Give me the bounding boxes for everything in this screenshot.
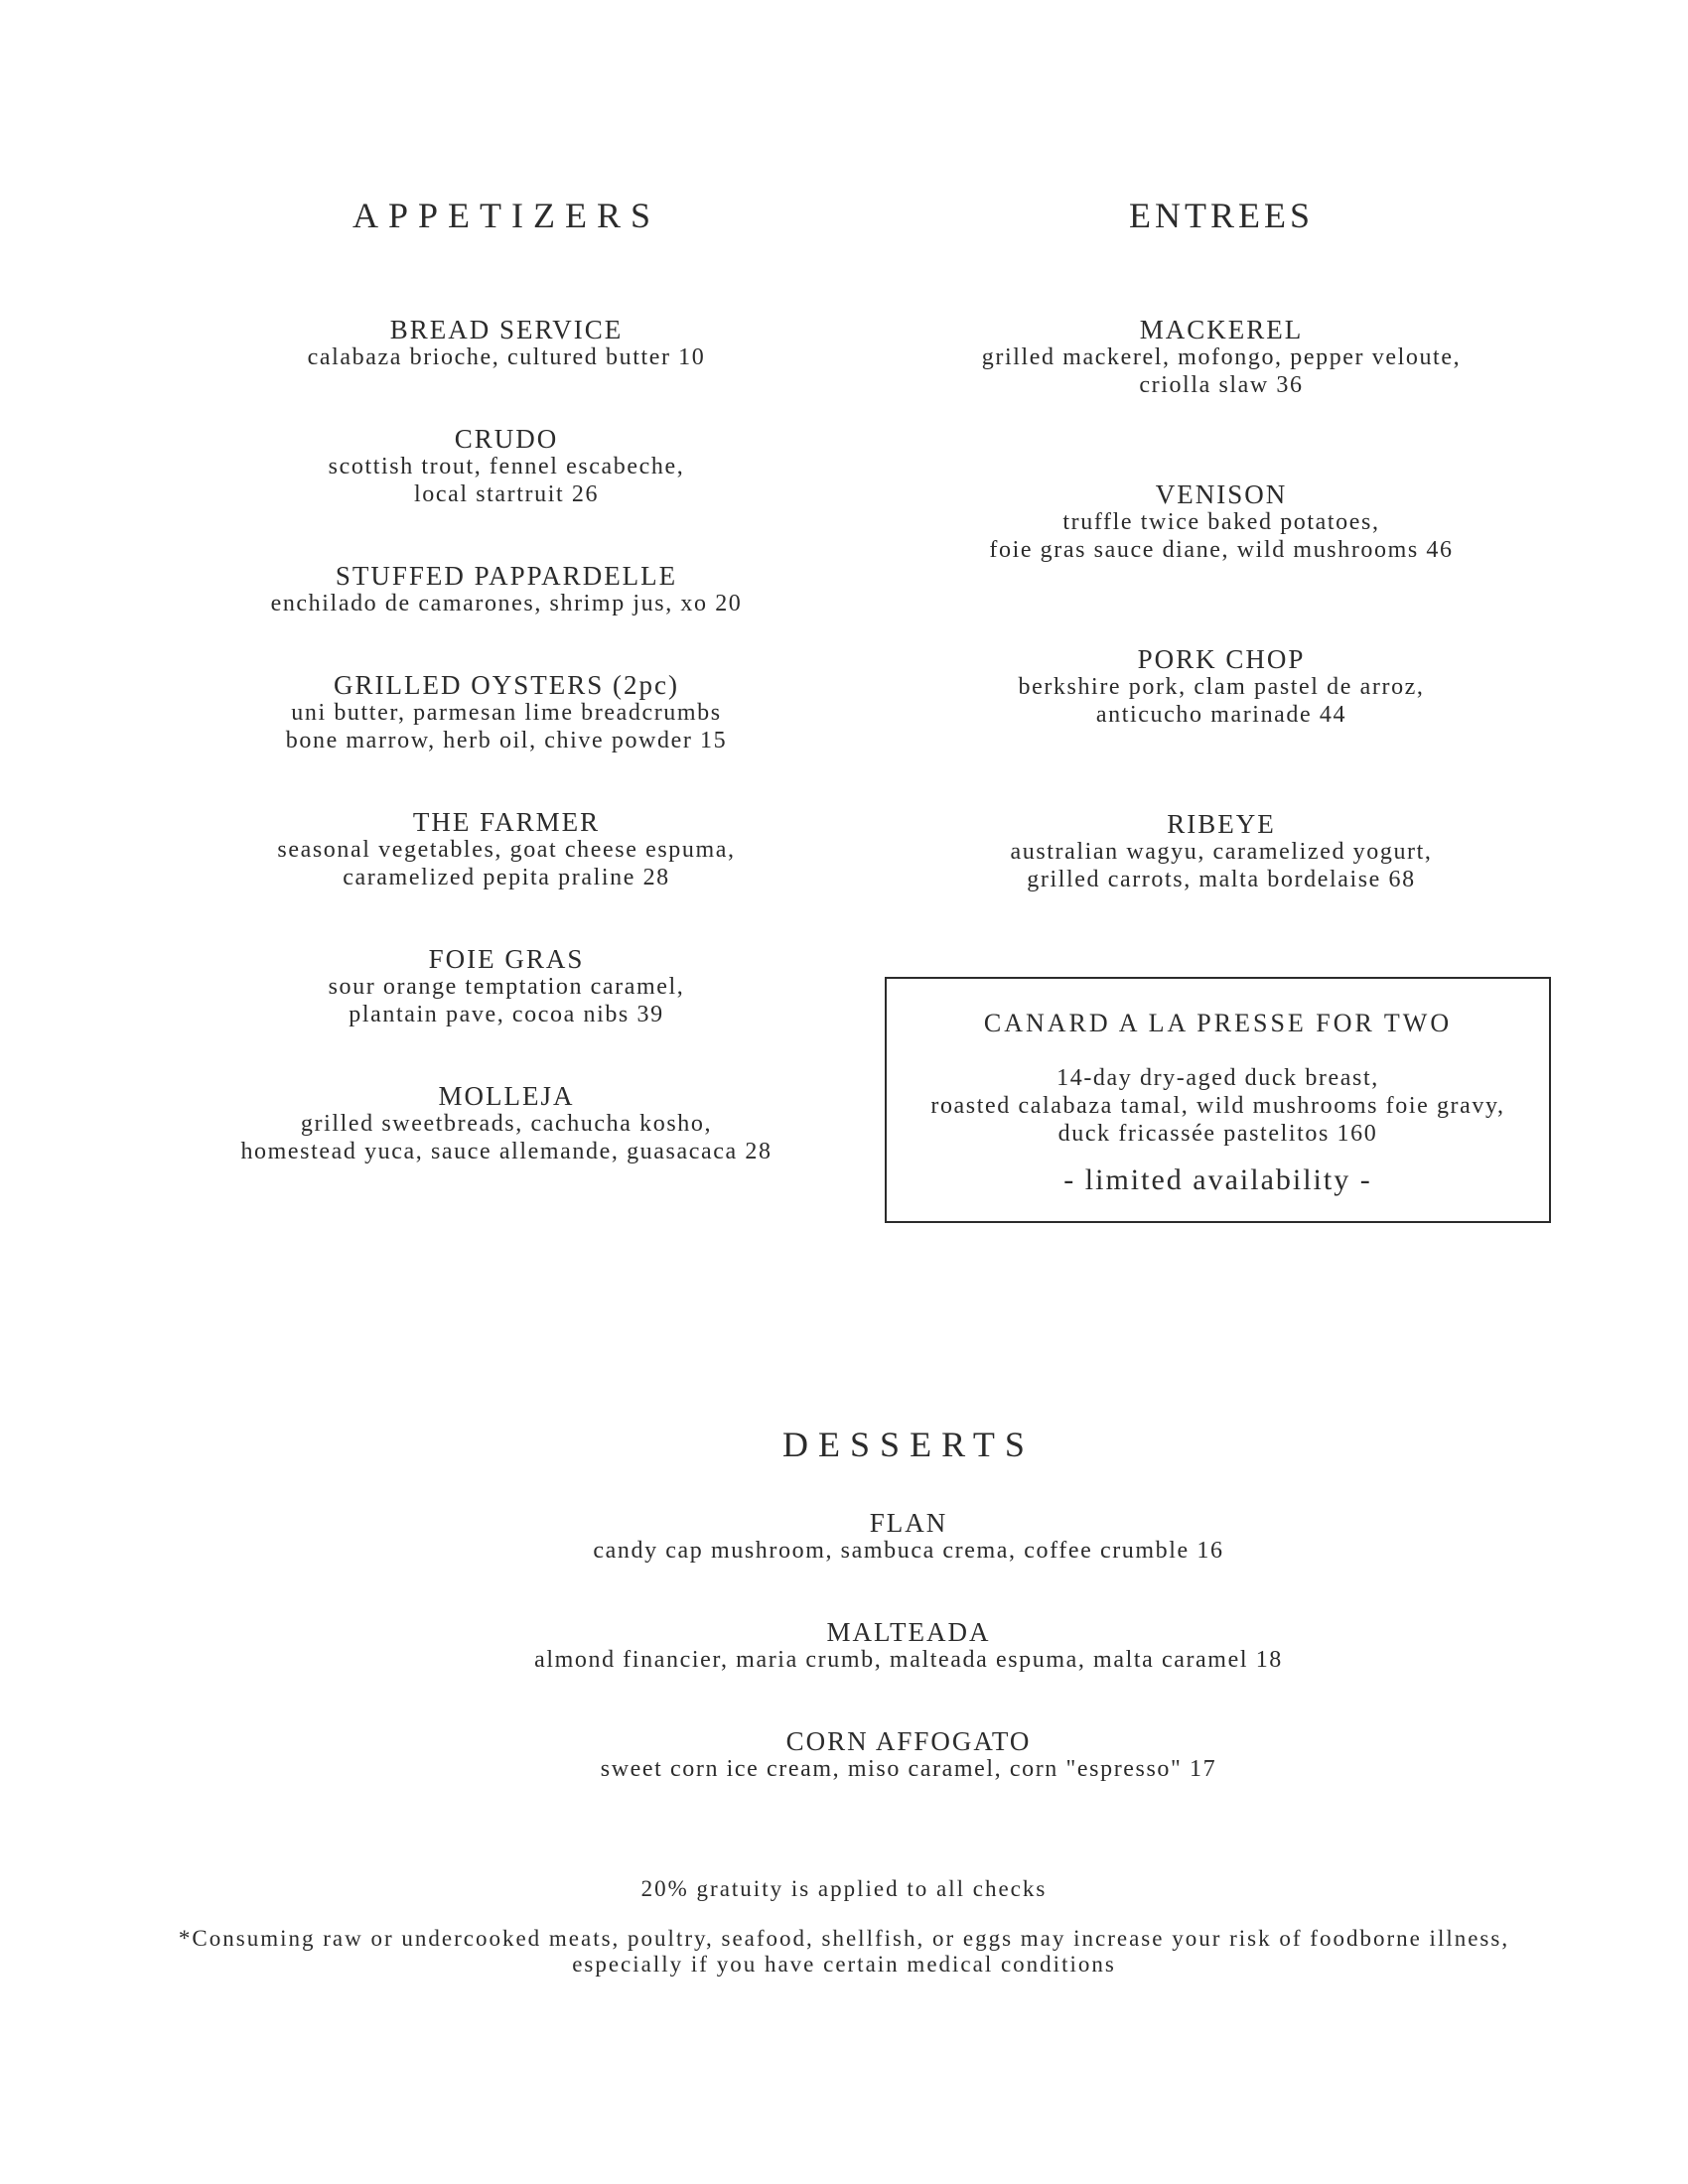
item-description: grilled mackerel, mofongo, pepper veloute, criolla slaw 36 (981, 344, 1462, 398)
item-name: FLAN (869, 1508, 948, 1538)
item-name: FOIE GRAS (428, 944, 585, 974)
menu-item-malteada (129, 1618, 1688, 1674)
warning-line-2: especially if you have certain medical conditions (572, 1952, 1116, 1977)
item-description: uni butter, parmesan lime breadcrumbs bone marrow, herb oil, chive powder 15 (285, 700, 728, 753)
menu-item-pork-chop (874, 645, 1569, 729)
menu-item-the-farmer (149, 808, 864, 891)
item-name: BREAD SERVICE (389, 315, 624, 344)
menu-item-flan (129, 1509, 1688, 1565)
item-description: sour orange temptation caramel, plantain pave, cocoa nibs 39 (328, 974, 685, 1027)
menu-item-stuffed-pappardelle (149, 562, 864, 617)
item-description: grilled sweetbreads, cachucha kosho, homestead yuca, sauce allemande, guasacaca 28 (240, 1111, 773, 1164)
item-description: candy cap mushroom, sambuca crema, coffee crumble 16 (593, 1538, 1224, 1564)
item-description: sweet corn ice cream, miso caramel, corn "espresso" 17 (600, 1756, 1217, 1782)
menu-item-crudo (149, 425, 864, 508)
item-name: VENISON (1155, 479, 1288, 509)
gratuity-note: 20% gratuity is applied to all checks (640, 1876, 1048, 1901)
item-name: MOLLEJA (438, 1081, 575, 1111)
item-name: CORN AFFOGATO (785, 1726, 1032, 1756)
menu-item-grilled-oysters (149, 671, 864, 754)
item-description: enchilado de camarones, shrimp jus, xo 20 (270, 591, 743, 616)
menu-item-venison (874, 480, 1569, 564)
desserts-heading: DESSERTS (782, 1425, 1035, 1464)
item-description: calabaza brioche, cultured butter 10 (307, 344, 706, 370)
item-name: THE FARMER (412, 807, 601, 837)
item-description: almond financier, maria crumb, malteada espuma, malta caramel 18 (534, 1647, 1283, 1673)
item-name: MACKEREL (1139, 315, 1304, 344)
warning-line-1: *Consuming raw or undercooked meats, poultry, seafood, shellfish, or eggs may increase your risk of foodborne illness, (178, 1926, 1510, 1951)
entrees-heading: ENTREES (1129, 196, 1314, 235)
item-name: STUFFED PAPPARDELLE (335, 561, 678, 591)
appetizers-heading: APPETIZERS (352, 196, 661, 235)
item-description: berkshire pork, clam pastel de arroz, anticucho marinade 44 (1018, 674, 1425, 728)
featured-item-description: 14-day dry-aged duck breast, roasted calabaza tamal, wild mushrooms foie gravy, duck fricassée pastelitos 160 (930, 1065, 1505, 1147)
menu-item-foie-gras (149, 945, 864, 1028)
item-name: MALTEADA (826, 1617, 991, 1647)
item-name: CRUDO (454, 424, 559, 454)
menu-item-mackerel (874, 316, 1569, 399)
featured-item-box (885, 977, 1551, 1223)
menu-item-ribeye (874, 810, 1569, 893)
item-name: RIBEYE (1167, 809, 1276, 839)
item-name: PORK CHOP (1137, 644, 1306, 674)
item-description: seasonal vegetables, goat cheese espuma, caramelized pepita praline 28 (277, 837, 736, 890)
featured-item-name: CANARD A LA PRESSE FOR TWO (983, 1009, 1453, 1037)
menu-item-molleja (149, 1082, 864, 1165)
item-description: scottish trout, fennel escabeche, local startruit 26 (328, 454, 685, 507)
menu-item-corn-affogato (129, 1727, 1688, 1783)
item-description: australian wagyu, caramelized yogurt, grilled carrots, malta bordelaise 68 (1010, 839, 1433, 892)
food-safety-warning (0, 1926, 1688, 1978)
item-name: GRILLED OYSTERS (2pc) (334, 670, 679, 700)
menu-item-bread-service (149, 316, 864, 371)
availability-note: - limited availability - (1063, 1163, 1372, 1196)
item-description: truffle twice baked potatoes, foie gras sauce diane, wild mushrooms 46 (989, 509, 1454, 563)
